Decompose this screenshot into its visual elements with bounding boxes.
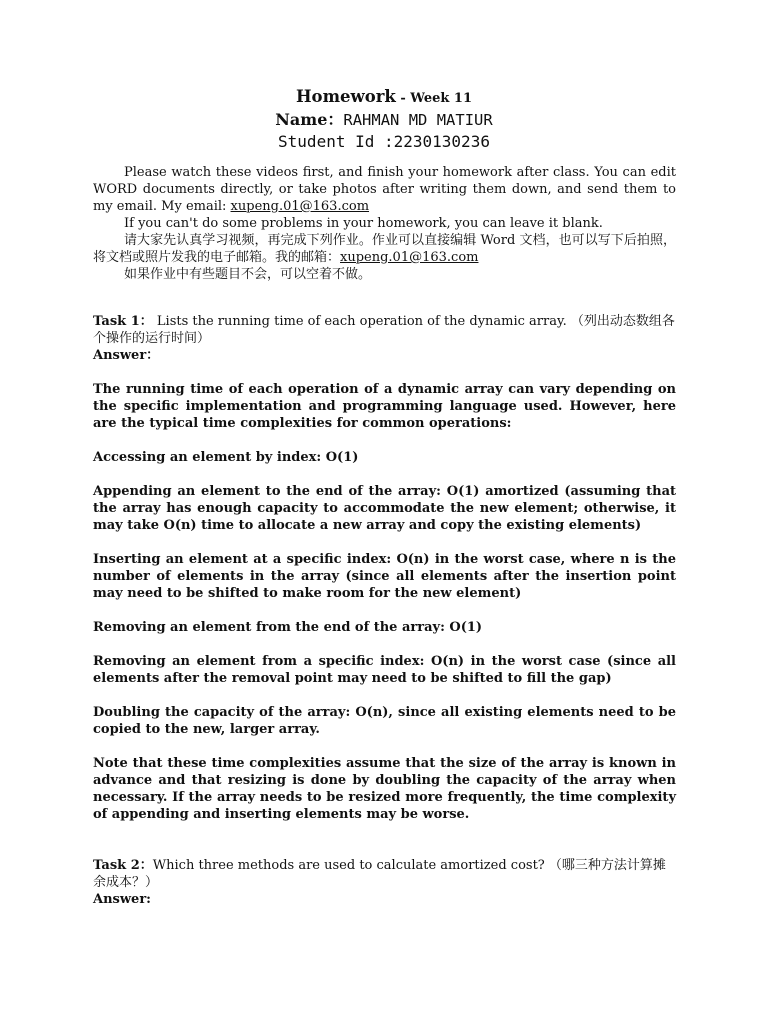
answer-paragraph: Inserting an element at a specific index: O(n) in the worst case, where n is the number of elements in the array (since all elements after the insertion point may need to be shifted to make room for the new element) [93, 552, 676, 601]
task-1-label: Task 1： [93, 314, 153, 329]
task-2-text: Which three methods are used to calculate amortized cost? （哪三种方法计算摊余成本？） [93, 858, 666, 890]
document-header [0, 86, 768, 152]
homework-title: Homework [295, 87, 396, 106]
student-name-line [0, 109, 768, 131]
email-link[interactable]: xupeng.01@163.com [230, 199, 370, 214]
intro-paragraph-english [93, 164, 676, 215]
homework-title-line [0, 86, 768, 109]
task-1-question [93, 313, 676, 347]
task-2-answer-label: Answer: [93, 892, 151, 907]
task-2 [93, 857, 676, 908]
answer-paragraph: Doubling the capacity of the array: O(n), since all existing elements need to be copied to the new, larger array. [93, 705, 676, 737]
student-name: RAHMAN MD MATIUR [343, 111, 493, 129]
intro-blank-note-chinese: 如果作业中有些题目不会，可以空着不做。 [124, 267, 372, 282]
answer-paragraph: Appending an element to the end of the array: O(1) amortized (assuming that the array has enough capacity to accommodate the new element; otherwise, it may take O(n) time to allocate a new array and copy the existing elements) [93, 484, 676, 533]
answer-paragraph: Note that these time complexities assume that the size of the array is known in advance and that resizing is done by doubling the capacity of the array when necessary. If the array needs to be resized more frequently, the time complexity of appending and inserting elements may be worse. [93, 756, 676, 822]
intro-paragraph-chinese [93, 232, 676, 266]
task-1 [93, 313, 676, 823]
answer-paragraph: Removing an element from a specific index: O(n) in the worst case (since all elements after the removal point may need to be shifted to fill the gap) [93, 654, 676, 686]
document-body [93, 164, 676, 908]
homework-week: - Week 11 [395, 91, 473, 106]
name-label: Name： [275, 110, 344, 129]
answer-paragraph: The running time of each operation of a dynamic array can vary depending on the specific implementation and programming language used. However, here are the typical time complexities for common operations: [93, 382, 676, 431]
answer-paragraph: Accessing an element by index: O(1) [93, 450, 359, 465]
task-2-question [93, 857, 676, 891]
task-1-text: Lists the running time of each operation of the dynamic array. （列出动态数组各个操作的运行时间） [93, 314, 675, 346]
task-1-answer-label: Answer： [93, 348, 160, 363]
intro-chinese-text: 请大家先认真学习视频，再完成下列作业。作业可以直接编辑 Word 文档，也可以写下后拍照，将文档或照片发我的电子邮箱。我的邮箱： [93, 233, 676, 265]
intro-section [93, 164, 676, 283]
intro-blank-note: If you can't do some problems in your homework, you can leave it blank. [124, 216, 603, 231]
student-id: Student Id :2230130236 [278, 132, 490, 151]
intro-text: Please watch these videos first, and finish your homework after class. You can edit WORD documents directly, or take photos after writing them down, and send them to my email. My email: [93, 165, 676, 214]
email-link-chinese[interactable]: xupeng.01@163.com [340, 250, 479, 265]
task-2-label: Task 2： [93, 858, 153, 873]
answer-paragraph: Removing an element from the end of the array: O(1) [93, 620, 483, 635]
